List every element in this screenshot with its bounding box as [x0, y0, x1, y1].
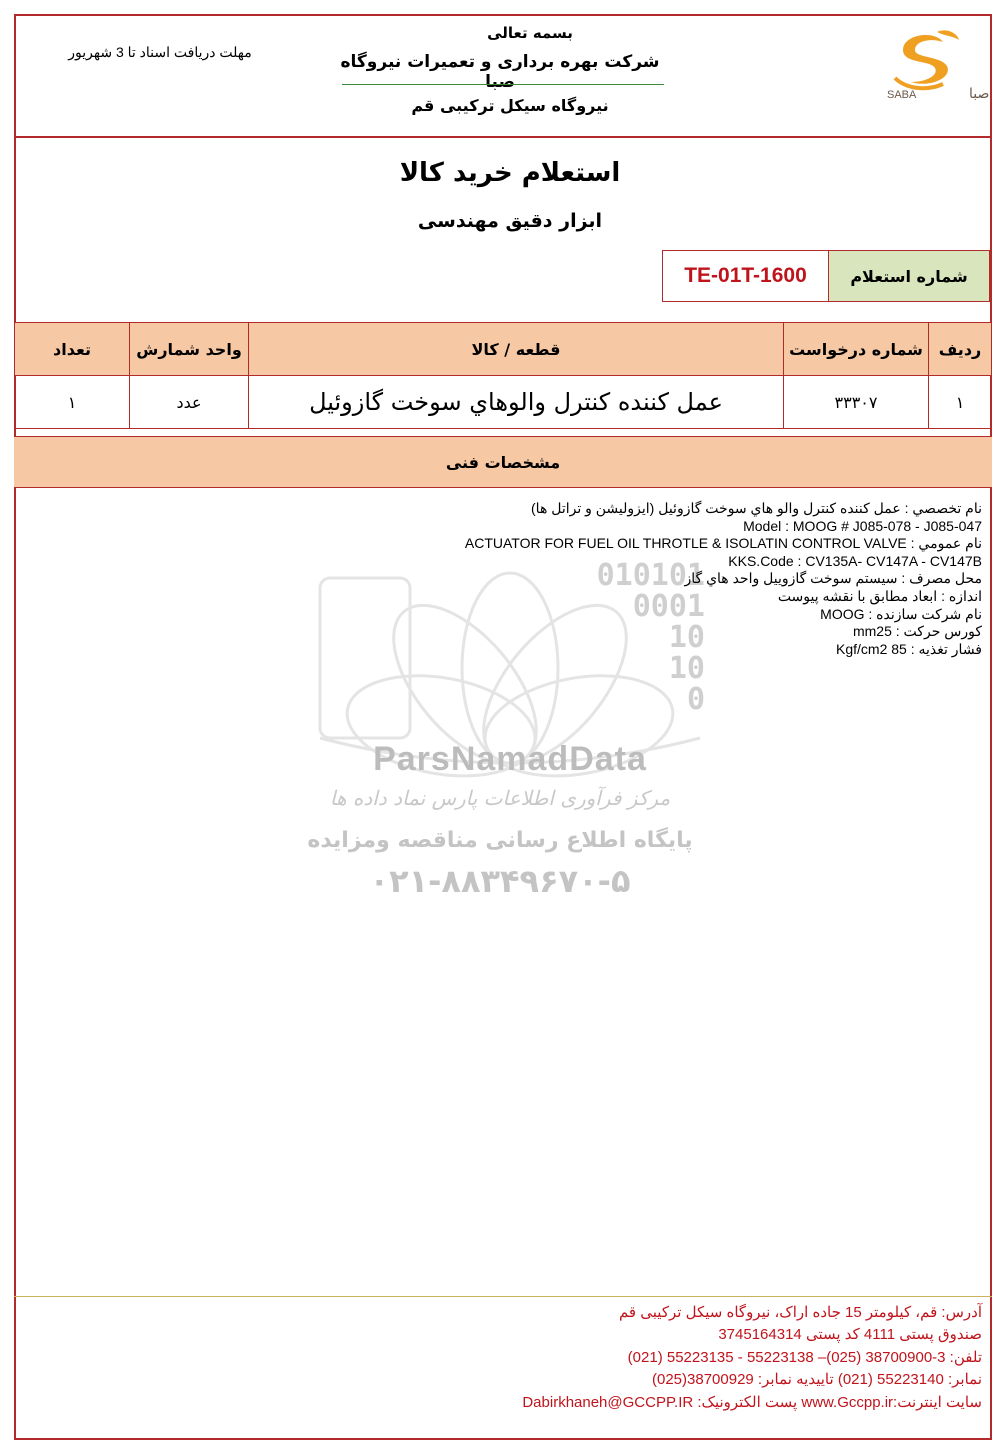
- spec-line: Model : MOOG # J085-078 - J085-047: [743, 517, 982, 534]
- watermark-line2: پایگاه اطلاع رسانی مناقصه ومزایده: [307, 828, 693, 853]
- cell-unit: عدد: [130, 376, 249, 429]
- table-header-row: [15, 323, 992, 376]
- cell-request: ۳۳۳۰۷: [784, 376, 929, 429]
- watermark-phone: ۰۲۱-۸۸۳۴۹۶۷۰-۵: [369, 862, 631, 900]
- footer-web: سایت اینترنت:www.Gccpp.ir پست الکترونیک: Dabirkhaneh@GCCPP.IR: [522, 1393, 982, 1411]
- spec-list: [360, 500, 982, 658]
- page-title: استعلام خرید کالا: [399, 158, 621, 188]
- page-subtitle: ابزار دقیق مهندسی: [417, 210, 603, 232]
- footer-divider: [14, 1296, 992, 1297]
- spec-line: كورس حركت : mm25: [852, 623, 982, 640]
- cell-row: ۱: [929, 376, 992, 429]
- col-item-header: قطعه / کالا: [249, 323, 784, 376]
- spec-line: اندازه : ابعاد مطابق با نقشه پيوست: [777, 587, 982, 604]
- spec-line: نام شركت سازنده : MOOG: [820, 605, 982, 622]
- inquiry-number-box: [662, 250, 990, 302]
- spec-line: نام تخصصي : عمل كننده كنترل والو هاي سوخت گازوئيل (ايزوليشن و تراتل ها): [531, 500, 982, 516]
- company-underline: [342, 84, 664, 85]
- saba-logo-icon: [885, 22, 990, 108]
- items-table: [14, 322, 992, 429]
- bismillah: بسمه تعالی: [487, 24, 573, 42]
- footer-phone: تلفن: 3-38700900 (025)– 55223138 - 55223135 (021): [627, 1348, 982, 1366]
- watermark-brand: ParsNamadData: [373, 740, 647, 778]
- footer-contact: [420, 1302, 982, 1414]
- footer-address: آدرس: قم، کیلومتر 15 جاده اراک، نیروگاه سیکل ترکیبی قم: [618, 1304, 982, 1321]
- footer-fax: نمابر: 55223140 (021) تاییدیه نمابر: 38700929(025): [651, 1371, 982, 1389]
- deadline-note: مهلت دریافت اسناد تا 3 شهریور: [68, 44, 252, 60]
- watermark-digits: 010101 0001 10 10 0: [596, 558, 705, 717]
- col-request-header: شماره درخواست: [784, 323, 929, 376]
- logo-latin: SABA: [887, 89, 917, 101]
- spec-line: KKS.Code : CV135A- CV147A - CV147B: [728, 552, 982, 569]
- watermark-line1: مرکز فرآوری اطلاعات پارس نماد داده ها: [329, 786, 671, 810]
- table-row: [15, 376, 992, 429]
- spec-section-title: مشخصات فنی: [14, 436, 992, 488]
- col-qty-header: تعداد: [15, 323, 130, 376]
- inquiry-label: شماره استعلام: [828, 251, 989, 301]
- spec-line: نام عمومي : ACTUATOR FOR FUEL OIL THROTLE & ISOLATIN CONTROL VALVE: [464, 535, 982, 552]
- logo-text: صبا: [969, 86, 990, 102]
- col-unit-header: واحد شمارش: [130, 323, 249, 376]
- spec-line: فشار تغذيه : Kgf/cm2 85: [836, 640, 982, 657]
- company-name: شرکت بهره برداری و تعمیرات نیروگاه صبا: [340, 52, 660, 92]
- plant-name: نیروگاه سیکل ترکیبی قم: [411, 96, 609, 115]
- header-divider: [14, 136, 992, 138]
- spec-line: محل مصرف : سيستم سوخت گازوييل واحد هاي گاز: [684, 570, 982, 587]
- cell-item: عمل کننده کنترل والوهاي سوخت گازوئيل: [249, 376, 784, 429]
- cell-qty: ۱: [15, 376, 130, 429]
- footer-postal: صندوق پستی 4111 کد پستی 3745164314: [718, 1326, 982, 1344]
- inquiry-number: TE-01T-1600: [684, 264, 807, 287]
- col-row-header: ردیف: [929, 323, 992, 376]
